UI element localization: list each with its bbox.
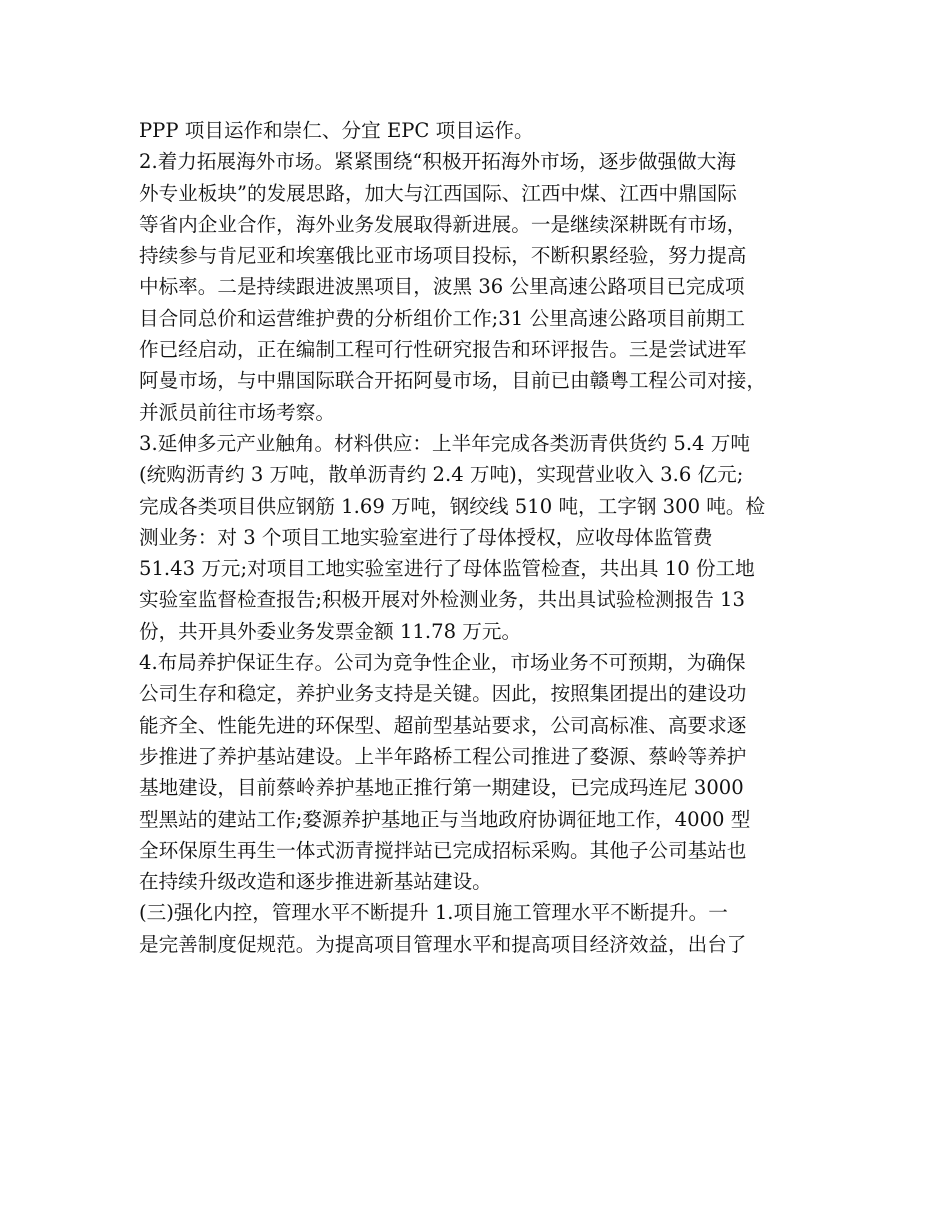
text-line: 3.延伸多元产业触角。材料供应：上半年完成各类沥青供货约 5.4 万吨 bbox=[139, 431, 750, 455]
text-line: 2.着力拓展海外市场。紧紧围绕“积极开拓海外市场，逐步做强做大海 bbox=[139, 150, 736, 174]
body-text bbox=[139, 115, 829, 960]
text-line: 作已经启动，正在编制工程可行性研究报告和环评报告。三是尝试进军 bbox=[139, 338, 747, 362]
text-line: 份，共开具外委业务发票金额 11.78 万元。 bbox=[139, 619, 522, 643]
text-line: 并派员前往市场考察。 bbox=[139, 400, 335, 424]
text-line: 等省内企业合作，海外业务发展取得新进展。一是继续深耕既有市场， bbox=[139, 212, 747, 236]
text-line: 完成各类项目供应钢筋 1.69 万吨，钢绞线 510 吨，工字钢 300 吨。检 bbox=[139, 494, 766, 518]
text-line: 51.43 万元;对项目工地实验室进行了母体监管检查，共出具 10 份工地 bbox=[139, 557, 755, 581]
text-line: PPP 项目运作和崇仁、分宜 EPC 项目运作。 bbox=[139, 119, 534, 142]
text-line: 型黑站的建站工作;婺源养护基地正与当地政府协调征地工作，4000 型 bbox=[139, 807, 751, 831]
text-line: 外专业板块”的发展思路，加大与江西国际、江西中煤、江西中鼎国际 bbox=[139, 181, 737, 205]
text-line: 基地建设，目前蔡岭养护基地正推行第一期建设，已完成玛连尼 3000 bbox=[139, 776, 744, 800]
text-line: 在持续升级改造和逐步推进新基站建设。 bbox=[139, 870, 492, 894]
text-line: 实验室监督检查报告;积极开展对外检测业务，共出具试验检测报告 13 bbox=[139, 588, 745, 612]
text-line: 全环保原生再生一体式沥青搅拌站已完成招标采购。其他子公司基站也 bbox=[139, 838, 747, 862]
text-line: 目合同总价和运营维护费的分析组价工作;31 公里高速公路项目前期工 bbox=[139, 306, 745, 330]
text-line: 步推进了养护基站建设。上半年路桥工程公司推进了婺源、蔡岭等养护 bbox=[139, 744, 747, 768]
text-line: (三)强化内控，管理水平不断提升 1.项目施工管理水平不断提升。一 bbox=[139, 901, 728, 925]
text-line: 持续参与肯尼亚和埃塞俄比亚市场项目投标，不断积累经验，努力提高 bbox=[139, 244, 747, 268]
text-line: 是完善制度促规范。为提高项目管理水平和提高项目经济效益，出台了 bbox=[139, 932, 747, 956]
text-line: 能齐全、性能先进的环保型、超前型基站要求，公司高标准、高要求逐 bbox=[139, 713, 747, 737]
text-line: 公司生存和稳定，养护业务支持是关键。因此，按照集团提出的建设功 bbox=[139, 682, 747, 706]
text-line: 阿曼市场，与中鼎国际联合开拓阿曼市场，目前已由赣粤工程公司对接， bbox=[139, 369, 766, 393]
text-line: 测业务：对 3 个项目工地实验室进行了母体授权，应收母体监管费 bbox=[139, 525, 713, 549]
text-line: 中标率。二是持续跟进波黑项目，波黑 36 公里高速公路项目已完成项 bbox=[139, 275, 745, 299]
text-line: (统购沥青约 3 万吨，散单沥青约 2.4 万吨)，实现营业收入 3.6 亿元; bbox=[139, 463, 744, 487]
text-line: 4.布局养护保证生存。公司为竞争性企业，市场业务不可预期，为确保 bbox=[139, 651, 746, 675]
